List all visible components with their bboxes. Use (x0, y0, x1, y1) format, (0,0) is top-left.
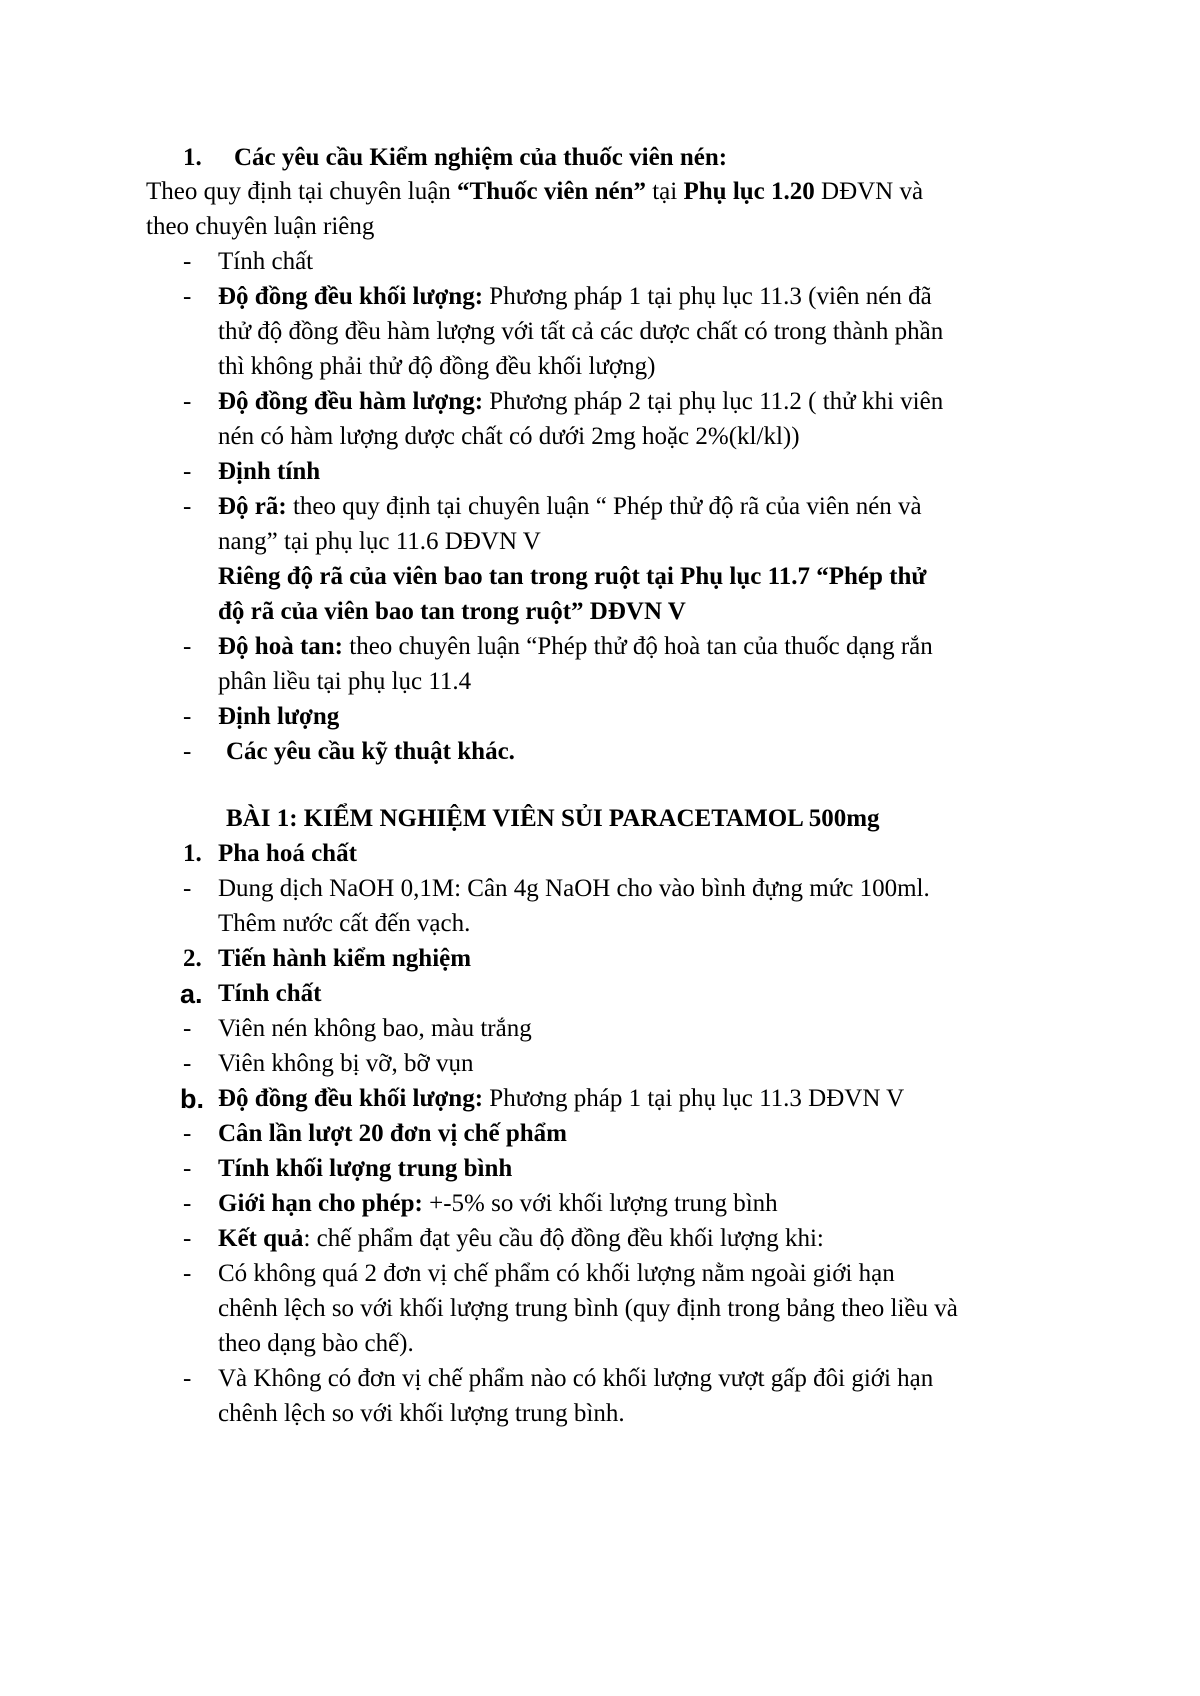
list-item-ddkl-cont: thử độ đồng đều hàm lượng với tất cả các dược chất có trong thành phần (218, 318, 944, 345)
list-item-naoh: Dung dịch NaOH 0,1M: Cân 4g NaOH cho vào bình đựng mức 100ml. (218, 875, 930, 902)
intro-line-2: theo chuyên luận riêng (146, 213, 375, 240)
list-item-do-ra: Độ rã: theo quy định tại chuyên luận “ Phép thử độ rã của viên nén và (218, 493, 922, 520)
bullet-dash: - (183, 248, 192, 275)
bullet-dash: - (183, 875, 192, 902)
list-item-ddhl-cont: nén có hàm lượng dược chất có dưới 2mg hoặc 2%(kl/kl)) (218, 423, 800, 450)
bullet-dash: - (183, 283, 192, 310)
lesson-title: BÀI 1: KIỂM NGHIỆM VIÊN SỦI PARACETAMOL 500mg (226, 805, 880, 832)
section-number: 2. (183, 945, 202, 972)
list-item-condition-cont: chênh lệch so với khối lượng trung bình (quy định trong bảng theo liều và (218, 1295, 958, 1322)
list-item-do-ra-cont: nang” tại phụ lục 11.6 DĐVN V (218, 528, 541, 555)
bullet-dash: - (183, 1190, 192, 1217)
list-item-ddkl-cont: thì không phải thử độ đồng đều khối lượng) (218, 353, 656, 380)
letter-marker: a. (180, 979, 203, 1009)
list-item-do-ra-bold: Riêng độ rã của viên bao tan trong ruột tại Phụ lục 11.7 “Phép thử (218, 563, 927, 590)
list-item-condition: Và Không có đơn vị chế phẩm nào có khối lượng vượt gấp đôi giới hạn (218, 1365, 934, 1392)
bullet-dash: - (183, 1120, 192, 1147)
list-item-ket-qua: Kết quả: chế phẩm đạt yêu cầu độ đồng đều khối lượng khi: (218, 1225, 824, 1252)
section-title: Các yêu cầu Kiểm nghiệm của thuốc viên nén: (234, 144, 728, 171)
subsection-title: Tiến hành kiểm nghiệm (218, 945, 472, 972)
bullet-dash: - (183, 633, 192, 660)
list-item-hoa-tan-cont: phân liều tại phụ lục 11.4 (218, 668, 472, 695)
subsection-a-title: Tính chất (218, 980, 322, 1007)
bullet-dash: - (183, 738, 192, 765)
list-item-naoh-cont: Thêm nước cất đến vạch. (218, 910, 471, 937)
list-item-condition: Có không quá 2 đơn vị chế phẩm có khối lượng nằm ngoài giới hạn (218, 1260, 895, 1287)
bullet-dash: - (183, 1155, 192, 1182)
list-item: Viên nén không bao, màu trắng (218, 1015, 532, 1042)
bullet-dash: - (183, 1365, 192, 1392)
section-number: 1. (183, 840, 202, 867)
bullet-dash: - (183, 1015, 192, 1042)
list-item-ddhl: Độ đồng đều hàm lượng: Phương pháp 2 tại phụ lục 11.2 ( thử khi viên (218, 388, 944, 415)
bullet-dash: - (183, 1260, 192, 1287)
list-item-condition-cont: chênh lệch so với khối lượng trung bình. (218, 1400, 625, 1427)
subsection-b-title: Độ đồng đều khối lượng: Phương pháp 1 tại phụ lục 11.3 DĐVN V (218, 1085, 905, 1112)
letter-marker: b. (180, 1084, 204, 1114)
list-item: Cân lần lượt 20 đơn vị chế phẩm (218, 1120, 567, 1147)
list-item-yeu-cau-khac: Các yêu cầu kỹ thuật khác. (226, 738, 515, 765)
subsection-title: Pha hoá chất (218, 840, 357, 867)
bullet-dash: - (183, 1225, 192, 1252)
bullet-dash: - (183, 1050, 192, 1077)
list-item: Tính khối lượng trung bình (218, 1155, 513, 1182)
bullet-dash: - (183, 458, 192, 485)
list-item-condition-cont: theo dạng bào chế). (218, 1330, 414, 1357)
section-number: 1. (183, 144, 202, 171)
bullet-dash: - (183, 703, 192, 730)
intro-line-1: Theo quy định tại chuyên luận “Thuốc viên nén” tại Phụ lục 1.20 DĐVN và (146, 178, 924, 205)
list-item: Viên không bị vỡ, bỡ vụn (218, 1050, 474, 1077)
list-item-do-ra-bold: độ rã của viên bao tan trong ruột” DĐVN V (218, 598, 686, 625)
list-item-dinh-tinh: Định tính (218, 458, 321, 485)
bullet-dash: - (183, 493, 192, 520)
list-item-hoa-tan: Độ hoà tan: theo chuyên luận “Phép thử độ hoà tan của thuốc dạng rắn (218, 633, 933, 660)
list-item-ddkl: Độ đồng đều khối lượng: Phương pháp 1 tại phụ lục 11.3 (viên nén đã (218, 283, 932, 310)
list-item-tinh-chat: Tính chất (218, 248, 314, 275)
list-item-gioi-han: Giới hạn cho phép: +-5% so với khối lượng trung bình (218, 1190, 778, 1217)
bullet-dash: - (183, 388, 192, 415)
list-item-dinh-luong: Định lượng (218, 703, 340, 730)
